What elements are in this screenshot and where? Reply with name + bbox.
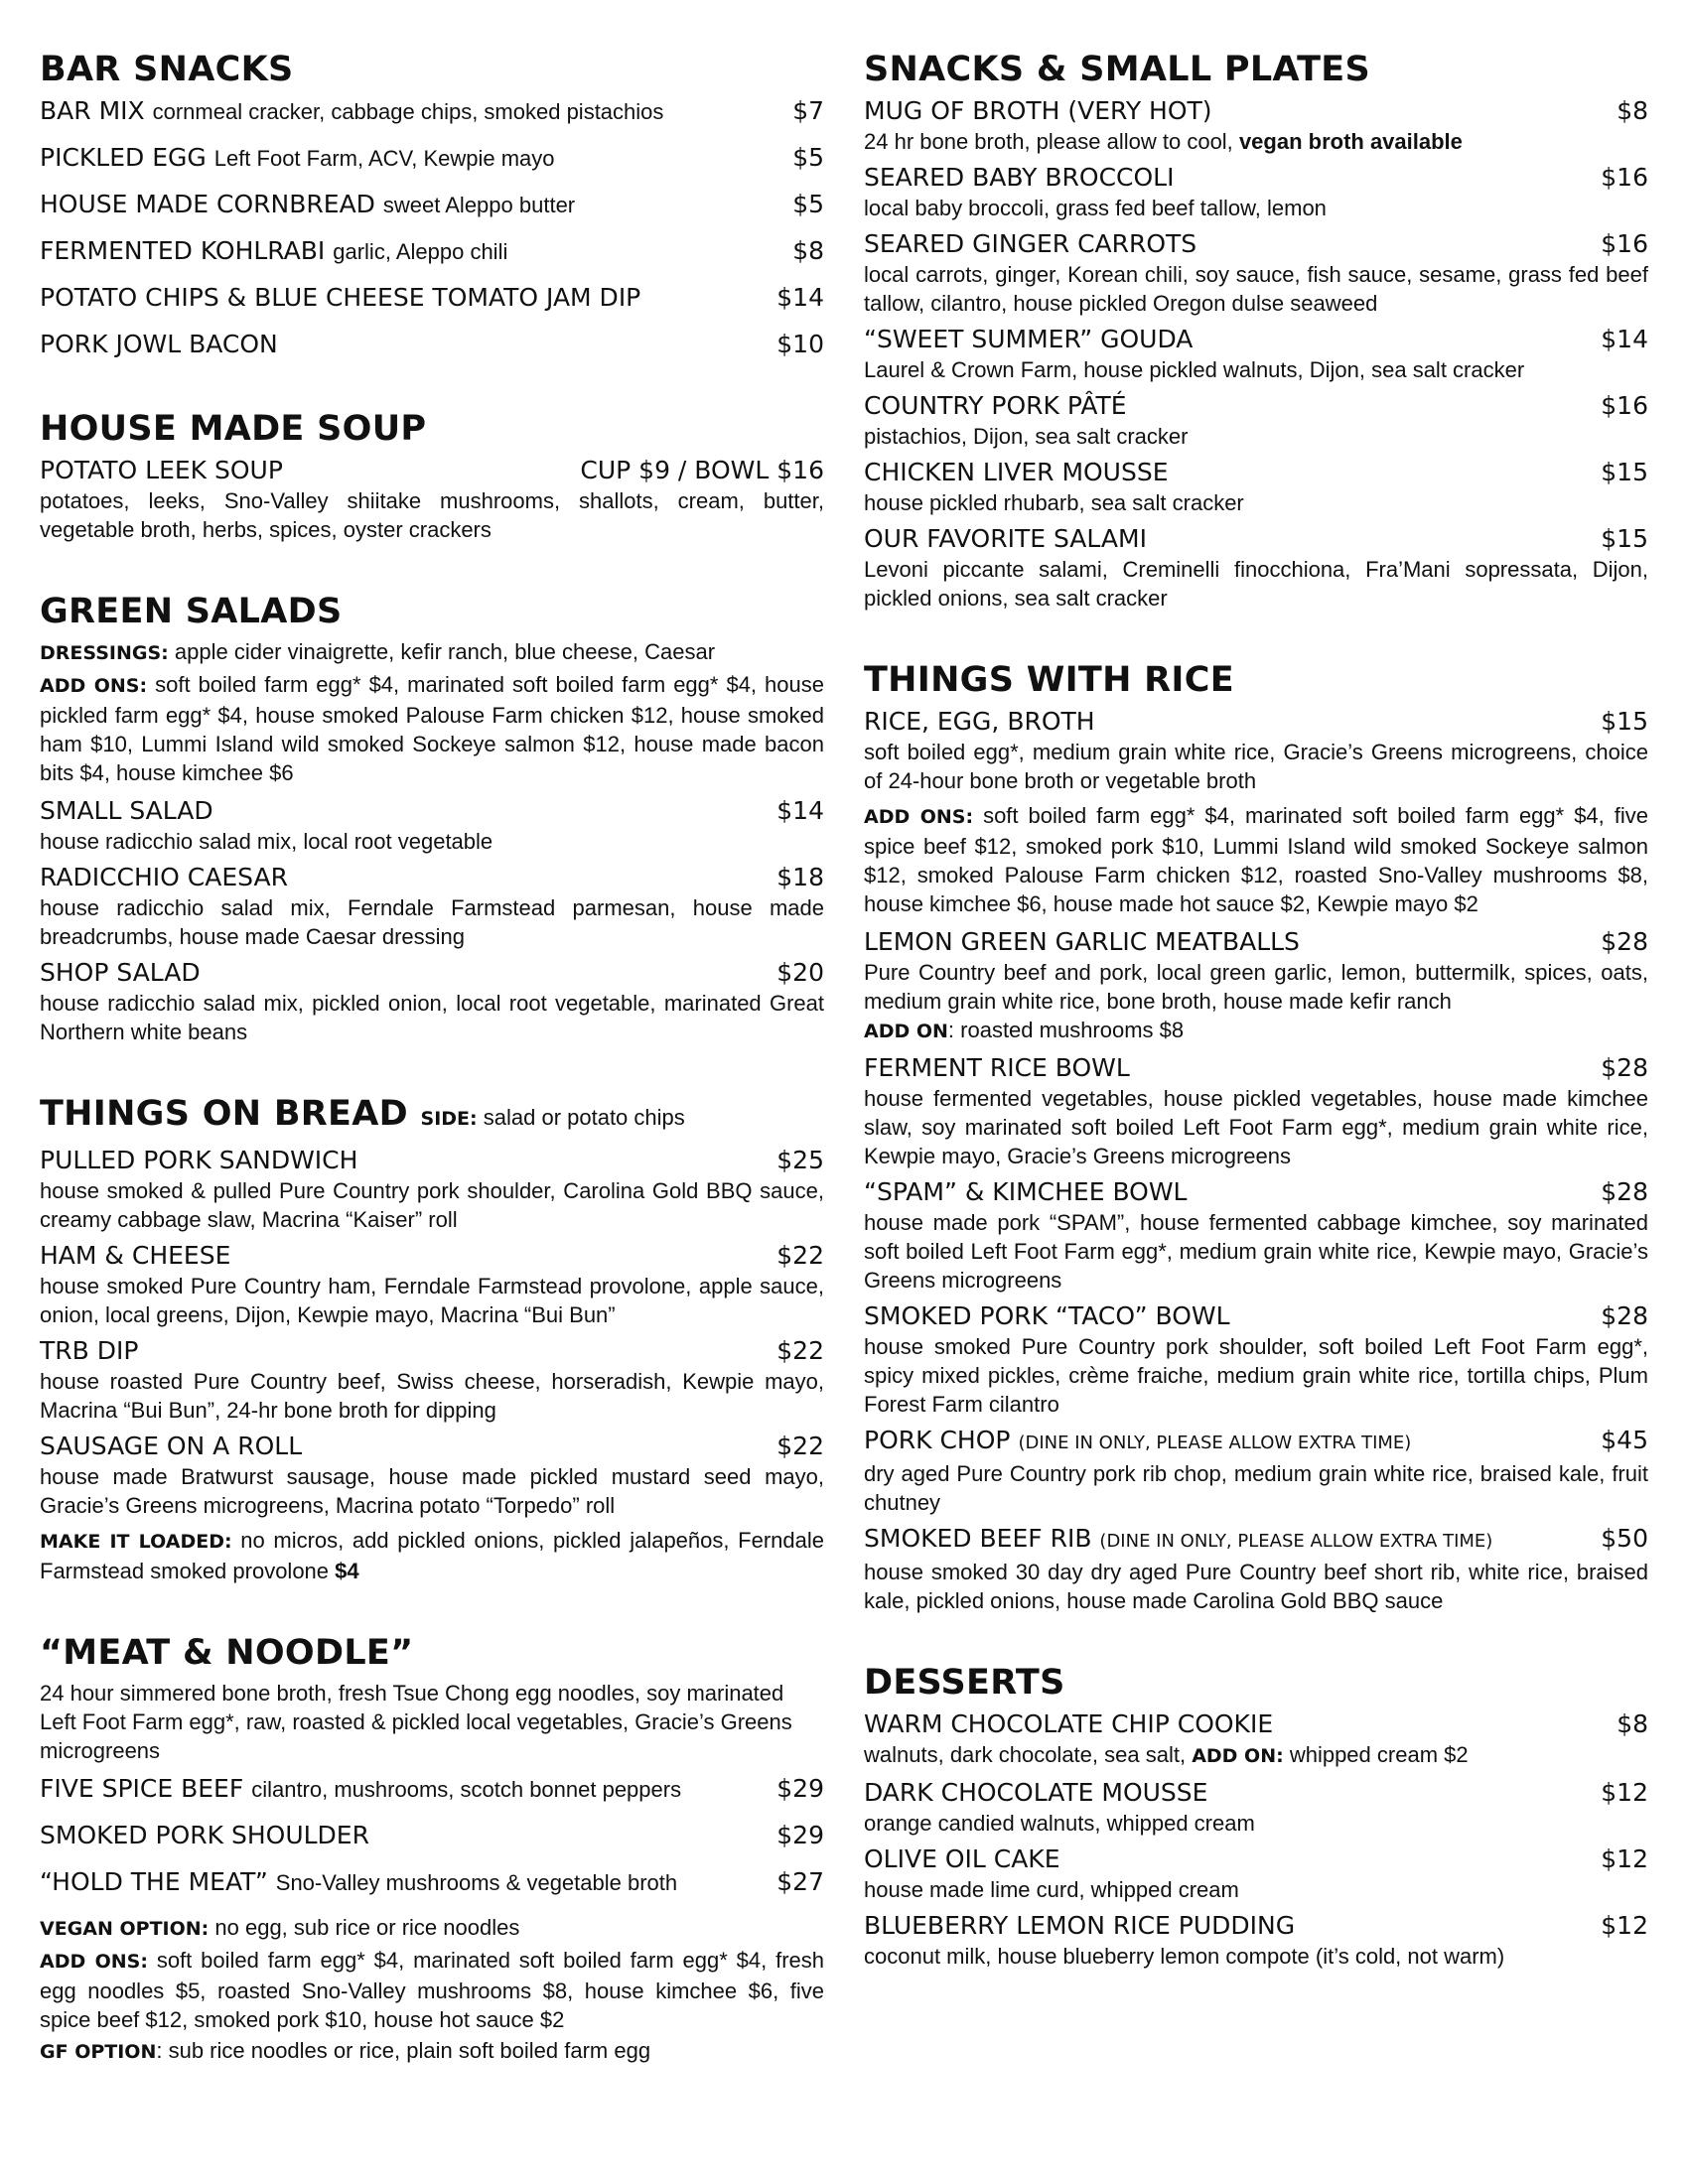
item-name: SEARED GINGER CARROTS (864, 229, 1197, 258)
item-header (864, 324, 1648, 355)
item-description (864, 1208, 1648, 1295)
item-name: PICKLED EGG (40, 143, 207, 172)
item-price: $27 (776, 1867, 824, 1896)
item-header (40, 95, 824, 128)
menu-item (864, 324, 1648, 384)
desc-text: Levoni piccante salami, Creminelli finocchiona, Fra’Mani sopressata, Dijon, pickled onions, sea salt cracker (864, 557, 1648, 611)
item-header (864, 1523, 1648, 1558)
addons-text: soft boiled farm egg* $4, marinated soft boiled farm egg* $4, fresh egg noodles $5, roasted Sno-Valley mushrooms $8, house kimchee $6, five spice beef $12, smoked pork $10, house hot sauce $2 (40, 1948, 824, 2032)
desc-text: Laurel & Crown Farm, house pickled walnuts, Dijon, sea salt cracker (864, 357, 1525, 382)
item-description (864, 1084, 1648, 1170)
item-header (40, 1773, 824, 1806)
desc-text: walnuts, dark chocolate, sea salt, (864, 1742, 1187, 1767)
item-price: $20 (776, 958, 824, 987)
desc-text: house radicchio salad mix, local root vegetable (40, 829, 493, 854)
item-name: HOUSE MADE CORNBREAD (40, 190, 375, 218)
item-description (40, 1367, 824, 1425)
item-description (864, 1942, 1648, 1971)
item-header (40, 1145, 824, 1176)
menu-item (864, 706, 1648, 795)
menu-item (40, 957, 824, 1046)
noodle-intro: 24 hour simmered bone broth, fresh Tsue Chong egg noodles, soy marinated Left Foot Farm egg*, raw, roasted & pickled local vegetables, Gracie’s Greens microgreens (40, 1681, 792, 1763)
item-description (864, 555, 1648, 613)
item-header (40, 235, 824, 268)
rice-list (864, 1052, 1648, 1615)
item-header (40, 1335, 824, 1367)
section-title: BAR SNACKS (40, 50, 294, 89)
item-description: garlic, Aleppo chili (333, 239, 508, 264)
desc-text: house smoked 30 day dry aged Pure Country beef short rib, white rice, braised kale, pickled onions, house made Carolina Gold BBQ sauce (864, 1560, 1648, 1613)
section-title: GREEN SALADS (40, 592, 343, 631)
item-name-group (864, 1052, 1589, 1084)
menu-item (864, 1300, 1648, 1419)
item-price: $8 (1617, 96, 1648, 125)
item-price: $16 (1601, 391, 1648, 420)
item-name: PORK CHOP (864, 1426, 1011, 1454)
menu-item (864, 1523, 1648, 1615)
desc-text: house radicchio salad mix, Ferndale Farmstead parmesan, house made breadcrumbs, house made Caesar dressing (40, 895, 824, 949)
item-price: $14 (776, 283, 824, 312)
item-name-group (864, 95, 1605, 127)
desc-text: house fermented vegetables, house pickled vegetables, house made kimchee slaw, soy marinated soft boiled Left Foot Farm egg*, medium grain white rice, Kewpie mayo, Gracie’s Greens microgreens (864, 1086, 1648, 1168)
small-plates-section (864, 48, 1648, 613)
item-header (864, 390, 1648, 422)
menu-item (864, 1708, 1648, 1771)
item-name: CHICKEN LIVER MOUSSE (864, 458, 1169, 486)
item-description (864, 1740, 1648, 1771)
bread-list (40, 1145, 824, 1520)
green-salads-section (40, 590, 824, 1046)
item-name-group (40, 235, 780, 268)
meat-noodle-section (40, 1631, 824, 2067)
vegan-label: VEGAN OPTION: (40, 1918, 210, 1940)
desc-bold: vegan broth available (1238, 129, 1463, 154)
item-description (864, 1875, 1648, 1904)
item-name: COUNTRY PORK PÂTÉ (864, 391, 1127, 420)
desc-text: pistachios, Dijon, sea salt cracker (864, 424, 1189, 449)
addon-text: whipped cream $2 (1289, 1742, 1469, 1767)
item-header (864, 457, 1648, 488)
item-price: $14 (776, 796, 824, 825)
section-title: HOUSE MADE SOUP (40, 409, 427, 449)
item-name-group (40, 1820, 765, 1852)
item-header (40, 795, 824, 827)
desc-text: house made Bratwurst sausage, house made pickled mustard seed mayo, Gracie’s Greens microgreens, Macrina potato “Torpedo” roll (40, 1464, 824, 1518)
item-name: SMOKED PORK SHOULDER (40, 1821, 369, 1849)
item-name-group (40, 1145, 765, 1176)
item-price: $15 (1601, 458, 1648, 486)
item-price: $12 (1601, 1844, 1648, 1873)
item-description: sweet Aleppo butter (382, 193, 576, 217)
menu-item (864, 390, 1648, 451)
item-header (864, 1910, 1648, 1942)
bar-snacks-section (40, 48, 824, 361)
item-name: SMOKED BEEF RIB (864, 1524, 1092, 1553)
item-header (40, 142, 824, 175)
item-price: $14 (1601, 325, 1648, 353)
item-name-group (40, 329, 765, 361)
menu-item (40, 142, 824, 175)
item-description (864, 127, 1648, 156)
item-name: BLUEBERRY LEMON RICE PUDDING (864, 1911, 1296, 1940)
desc-text: house roasted Pure Country beef, Swiss cheese, horseradish, Kewpie mayo, Macrina “Bui Bun”, 24-hr bone broth for dipping (40, 1369, 824, 1423)
item-name: OLIVE OIL CAKE (864, 1844, 1060, 1873)
menu-item (864, 1176, 1648, 1295)
item-name: LEMON GREEN GARLIC MEATBALLS (864, 927, 1300, 956)
item-name-group (40, 95, 780, 128)
item-description: Sno-Valley mushrooms & vegetable broth (275, 1870, 678, 1895)
item-price: $18 (776, 863, 824, 891)
section-title: DESSERTS (864, 1663, 1065, 1703)
desserts-section (864, 1661, 1648, 1971)
menu-item (40, 95, 824, 128)
menu-item (40, 795, 824, 856)
item-price: $5 (792, 143, 824, 172)
item-description: Left Foot Farm, ACV, Kewpie mayo (213, 146, 555, 171)
dressings-text: apple cider vinaigrette, kefir ranch, blue cheese, Caesar (174, 639, 716, 664)
item-price: $16 (1601, 229, 1648, 258)
item-note: (DINE IN ONLY, PLEASE ALLOW EXTRA TIME) (1099, 1531, 1493, 1552)
desc-text: house made lime curd, whipped cream (864, 1877, 1239, 1902)
item-name: OUR FAVORITE SALAMI (864, 524, 1147, 553)
item-header (40, 862, 824, 893)
item-header (864, 523, 1648, 555)
menu-item (40, 862, 824, 951)
item-name: TRB DIP (40, 1336, 139, 1365)
item-price: $12 (1601, 1778, 1648, 1807)
desc-text: house pickled rhubarb, sea salt cracker (864, 490, 1244, 515)
menu-item (40, 189, 824, 221)
menu-item (40, 1773, 824, 1806)
menu-item (864, 1425, 1648, 1517)
section-title (40, 1092, 824, 1141)
item-name: RADICCHIO CAESAR (40, 863, 288, 891)
item-name: PORK JOWL BACON (40, 330, 278, 358)
item-name-group (864, 228, 1589, 260)
addons-label: ADD ONS: (40, 675, 148, 697)
item-description: cornmeal cracker, cabbage chips, smoked pistachios (152, 99, 664, 124)
item-description (40, 827, 824, 856)
item-name-group (40, 282, 765, 315)
item-name-group (864, 162, 1589, 194)
item-note: (DINE IN ONLY, PLEASE ALLOW EXTRA TIME) (1018, 1433, 1412, 1453)
left-column (40, 48, 824, 2184)
item-price: $28 (1601, 1177, 1648, 1206)
menu-item (40, 1431, 824, 1520)
gf-label: GF OPTION (40, 2041, 157, 2063)
item-description: soft boiled egg*, medium grain white rice, Gracie’s Greens microgreens, choice of 24-hour bone broth or vegetable broth (864, 740, 1648, 793)
item-name-group (864, 1176, 1589, 1208)
item-price: $45 (1601, 1426, 1648, 1454)
item-price: $29 (776, 1774, 824, 1803)
loaded-price: $4 (335, 1559, 359, 1583)
section-title: SNACKS & SMALL PLATES (864, 50, 1371, 89)
item-price: $15 (1601, 524, 1648, 553)
item-price: $28 (1601, 1053, 1648, 1082)
item-name-group (864, 523, 1589, 555)
vegan-text: no egg, sub rice or rice noodles (214, 1915, 520, 1940)
item-name: SMOKED PORK “TACO” BOWL (864, 1301, 1230, 1330)
menu-item (864, 926, 1648, 1046)
loaded-label: MAKE IT LOADED: (40, 1531, 232, 1553)
item-name: “SPAM” & KIMCHEE BOWL (864, 1177, 1188, 1206)
dressings-note (40, 637, 824, 668)
item-name: HAM & CHEESE (40, 1241, 231, 1270)
item-price: $15 (1601, 707, 1648, 736)
small-plates-list (864, 95, 1648, 613)
menu-item (864, 95, 1648, 156)
desc-text: orange candied walnuts, whipped cream (864, 1811, 1255, 1836)
meatball-addon-note (864, 1016, 1648, 1046)
things-with-rice-section (864, 658, 1648, 1615)
item-name-group (40, 1866, 765, 1899)
item-name-group (40, 1335, 765, 1367)
item-header (40, 957, 824, 989)
desc-text: coconut milk, house blueberry lemon compote (it’s cold, not warm) (864, 1944, 1505, 1969)
item-description (40, 893, 824, 951)
item-description (40, 989, 824, 1046)
item-header (40, 1866, 824, 1899)
item-name-group (40, 1431, 765, 1462)
menu-item (40, 455, 824, 544)
item-name-group (864, 1910, 1589, 1942)
item-price: $50 (1601, 1524, 1648, 1553)
item-price: $8 (1617, 1709, 1648, 1738)
addons-text: soft boiled farm egg* $4, marinated soft boiled farm egg* $4, five spice beef $12, smoked pork $10, Lummi Island wild smoked Sockeye salmon $12, smoked Palouse Farm chicken $12, roasted Sno-Valley mushrooms $8, house kimchee $6, house made hot sauce $2, Kewpie mayo $2 (864, 803, 1648, 916)
item-name: POTATO LEEK SOUP (40, 456, 283, 484)
menu-item (40, 1866, 824, 1899)
item-description (864, 422, 1648, 451)
item-price: $28 (1601, 927, 1648, 956)
item-header (864, 1176, 1648, 1208)
item-name-group (40, 1240, 765, 1272)
menu-item (40, 1820, 824, 1852)
item-name-group (40, 189, 780, 221)
side-label: SIDE: (420, 1108, 478, 1130)
item-name: “HOLD THE MEAT” (40, 1867, 268, 1896)
item-price: CUP $9 / BOWL $16 (580, 456, 824, 484)
addons-text: soft boiled farm egg* $4, marinated soft boiled farm egg* $4, house pickled farm egg* $4, house smoked Palouse Farm chicken $12, house smoked ham $10, Lummi Island wild smoked Sockeye salmon $12, house made bacon bits $4, house kimchee $6 (40, 672, 824, 785)
section-title: “MEAT & NOODLE” (40, 1633, 414, 1673)
addon-label: ADD ON (864, 1021, 948, 1042)
desc-text: house smoked Pure Country pork shoulder, soft boiled Left Foot Farm egg*, spicy mixed pickles, crème fraiche, medium grain white rice, tortilla chips, Plum Forest Farm cilantro (864, 1334, 1648, 1417)
item-name-group (864, 1843, 1589, 1875)
item-header (40, 1820, 824, 1852)
item-description (864, 488, 1648, 517)
item-description (864, 194, 1648, 222)
item-description: Pure Country beef and pork, local green garlic, lemon, buttermilk, spices, oats, medium grain white rice, bone broth, house made kefir ranch (864, 960, 1648, 1014)
item-name-group (864, 457, 1589, 488)
item-name: “SWEET SUMMER” GOUDA (864, 325, 1194, 353)
section-title: THINGS WITH RICE (864, 660, 1234, 700)
item-header (40, 1431, 824, 1462)
item-price: $29 (776, 1821, 824, 1849)
item-price: $22 (776, 1241, 824, 1270)
item-name: SAUSAGE ON A ROLL (40, 1432, 303, 1460)
item-name: BAR MIX (40, 96, 145, 125)
addon-label: ADD ON: (1192, 1745, 1284, 1767)
item-name-group (40, 795, 765, 827)
item-header (40, 329, 824, 361)
menu-item (864, 457, 1648, 517)
item-name: MUG OF BROTH (VERY HOT) (864, 96, 1212, 125)
desc-text: house radicchio salad mix, pickled onion, local root vegetable, marinated Great Northern white beans (40, 991, 824, 1044)
item-description (864, 1558, 1648, 1615)
soup-section (40, 407, 824, 544)
menu-item (40, 282, 824, 315)
vegan-option-note (40, 1913, 824, 1944)
menu-item (864, 1910, 1648, 1971)
item-description (40, 1272, 824, 1329)
item-name-group (864, 1425, 1589, 1459)
rice-addons-note (864, 801, 1648, 918)
desc-text: 24 hr bone broth, please allow to cool, (864, 129, 1233, 154)
item-header (40, 282, 824, 315)
item-name: RICE, EGG, BROTH (864, 707, 1095, 736)
desc-text: house smoked Pure Country ham, Ferndale Farmstead provolone, apple sauce, onion, local greens, Dijon, Kewpie mayo, Macrina “Bui Bun” (40, 1274, 824, 1327)
desserts-list (864, 1777, 1648, 1971)
item-header (40, 189, 824, 221)
gf-text: : sub rice noodles or rice, plain soft boiled farm egg (156, 2038, 651, 2063)
item-name-group (40, 1773, 765, 1806)
menu-item (40, 329, 824, 361)
bar-snacks-list (40, 95, 824, 361)
item-name-group (40, 142, 780, 175)
menu-item (864, 228, 1648, 318)
item-name-group (40, 957, 765, 989)
things-on-bread-section (40, 1092, 824, 1585)
addons-label: ADD ONS: (864, 806, 974, 828)
item-price: $22 (776, 1432, 824, 1460)
noodle-addons-note (40, 1946, 824, 2034)
item-name: FERMENT RICE BOWL (864, 1053, 1130, 1082)
item-name-group (864, 1523, 1589, 1558)
item-price: $5 (792, 190, 824, 218)
item-header (40, 1240, 824, 1272)
right-column (864, 48, 1648, 2184)
item-name: POTATO CHIPS & BLUE CHEESE TOMATO JAM DIP (40, 283, 641, 312)
item-description (864, 260, 1648, 318)
item-name: DARK CHOCOLATE MOUSSE (864, 1778, 1208, 1807)
addon-text: : roasted mushrooms $8 (947, 1018, 1185, 1042)
salads-list (40, 795, 824, 1046)
item-name-group (864, 1300, 1589, 1332)
item-name-group (40, 862, 765, 893)
menu-item (864, 523, 1648, 613)
desc-text: local carrots, ginger, Korean chili, soy sauce, fish sauce, sesame, grass fed beef tallow, cilantro, house pickled Oregon dulse seaweed (864, 262, 1648, 316)
loaded-text: no micros, add pickled onions, pickled jalapeños, Ferndale Farmstead smoked provolone (40, 1528, 824, 1583)
side-text: salad or potato chips (483, 1105, 685, 1130)
item-description (864, 1809, 1648, 1838)
addons-label: ADD ONS: (40, 1951, 148, 1973)
section-title-text: THINGS ON BREAD (40, 1094, 409, 1134)
item-description (40, 1176, 824, 1234)
item-name: SHOP SALAD (40, 958, 201, 987)
desc-text: dry aged Pure Country pork rib chop, medium grain white rice, braised kale, fruit chutney (864, 1461, 1648, 1515)
item-name: SMALL SALAD (40, 796, 213, 825)
item-description (864, 1459, 1648, 1517)
item-header (864, 1843, 1648, 1875)
desc-text: house made pork “SPAM”, house fermented cabbage kimchee, soy marinated soft boiled Left Foot Farm egg*, medium grain white rice, Kewpie mayo, Gracie’s Greens microgreens (864, 1210, 1648, 1293)
item-name-group (864, 324, 1589, 355)
menu-item (40, 235, 824, 268)
item-name-group (864, 390, 1589, 422)
item-name: WARM CHOCOLATE CHIP COOKIE (864, 1709, 1274, 1738)
menu-item (40, 1240, 824, 1329)
make-it-loaded-note (40, 1526, 824, 1585)
item-description (40, 1462, 824, 1520)
item-price: $10 (776, 330, 824, 358)
item-header (864, 1052, 1648, 1084)
item-header (864, 1425, 1648, 1459)
salad-addons-note (40, 670, 824, 787)
item-price: $22 (776, 1336, 824, 1365)
item-name: SEARED BABY BROCCOLI (864, 163, 1175, 192)
item-description: cilantro, mushrooms, scotch bonnet peppers (251, 1777, 682, 1802)
desc-text: local baby broccoli, grass fed beef tallow, lemon (864, 196, 1327, 220)
item-header (864, 228, 1648, 260)
item-name: FERMENTED KOHLRABI (40, 236, 326, 265)
item-price: $25 (776, 1146, 824, 1174)
gf-option-note (40, 2036, 824, 2067)
item-header (864, 1300, 1648, 1332)
item-price: $8 (792, 236, 824, 265)
item-price: $16 (1601, 163, 1648, 192)
menu-item (40, 1145, 824, 1234)
side-note (421, 1105, 685, 1130)
desc-text: house smoked & pulled Pure Country pork shoulder, Carolina Gold BBQ sauce, creamy cabbage slaw, Macrina “Kaiser” roll (40, 1178, 824, 1232)
dressings-label: DRESSINGS: (40, 642, 169, 664)
menu-item (864, 1777, 1648, 1838)
menu-item (864, 1843, 1648, 1904)
item-header (864, 1777, 1648, 1809)
menu-item (40, 1335, 824, 1425)
noodle-list (40, 1773, 824, 1899)
item-price: $28 (1601, 1301, 1648, 1330)
item-header (864, 95, 1648, 127)
item-description (864, 1332, 1648, 1419)
item-description: potatoes, leeks, Sno-Valley shiitake mushrooms, shallots, cream, butter, vegetable broth, herbs, spices, oyster crackers (40, 488, 824, 542)
menu-item (864, 162, 1648, 222)
item-name: PULLED PORK SANDWICH (40, 1146, 358, 1174)
item-price: $12 (1601, 1911, 1648, 1940)
item-price: $7 (792, 96, 824, 125)
item-description (864, 355, 1648, 384)
menu-item (864, 1052, 1648, 1170)
item-name-group (864, 1777, 1589, 1809)
item-header (864, 162, 1648, 194)
item-name: FIVE SPICE BEEF (40, 1774, 244, 1803)
